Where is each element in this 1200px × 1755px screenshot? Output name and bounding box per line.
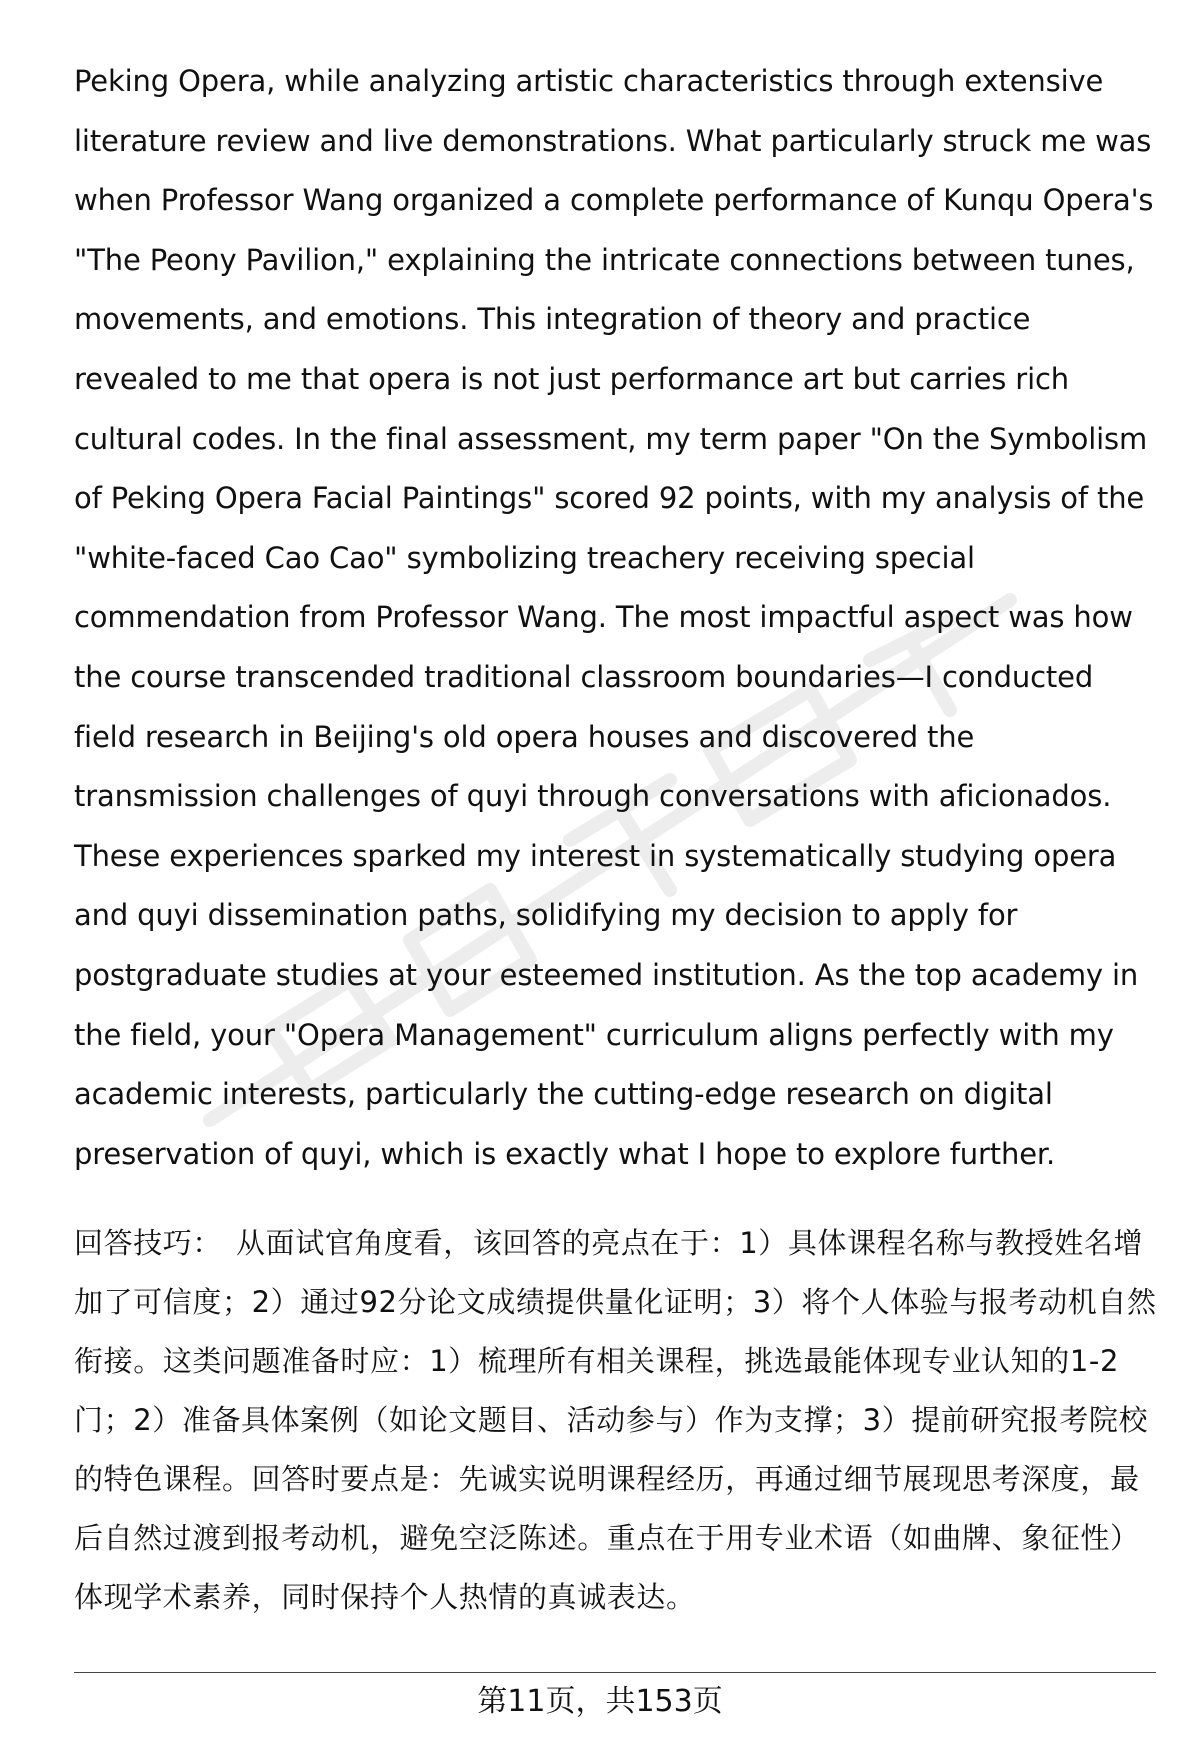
tips-text: 从面试官角度看，该回答的亮点在于：1）具体课程名称与教授姓名增加了可信度；2）通过92分论文成绩提供量化证明；3）将个人体验与报考动机自然衔接。这类问题准备时应：1）梳理所有相关课程，挑选最能体现专业认知的1-2门；2）准备具体案例（如论文题目、活动参与）作为支撑；3）提前研究报考院校的特色课程。回答时要点是：先诚实说明课程经历，再通过细节展现思考深度，最后自然过渡到报考动机，避免空泛陈述。重点在于用专业术语（如曲牌、象征性）体现学术素养，同时保持个人热情的真诚表达。 xyxy=(74,1226,1157,1615)
tips-label: 回答技巧： xyxy=(74,1226,223,1261)
main-content xyxy=(74,52,1159,1627)
answer-tips xyxy=(74,1214,1159,1627)
page-number: 第11页，共153页 xyxy=(477,1684,723,1719)
footer-divider xyxy=(74,1672,1156,1673)
body-paragraph: Peking Opera, while analyzing artistic characteristics through extensive literature review and live demonstrations. What particularly struck me was when Professor Wang organized a complete performance of Kunqu Opera's "The Peony Pavilion," explaining the intricate connections between tunes, movements, and emotions. This integration of theory and practice revealed to me that opera is not just performance art but carries rich cultural codes. In the final assessment, my term paper "On the Symbolism of Peking Opera Facial Paintings" scored 92 points, with my analysis of the "white-faced Cao Cao" symbolizing treachery receiving special commendation from Professor Wang. The most impactful aspect was how the course transcended traditional classroom boundaries—I conducted field research in Beijing's old opera houses and discovered the transmission challenges of quyi through conversations with aficionados. These experiences sparked my interest in systematically studying opera and quyi dissemination paths, solidifying my decision to apply for postgraduate studies at your esteemed institution. As the top academy in the field, your "Opera Management" curriculum aligns perfectly with my academic interests, particularly the cutting-edge research on digital preservation of quyi, which is exactly what I hope to explore further. xyxy=(74,64,1154,1171)
